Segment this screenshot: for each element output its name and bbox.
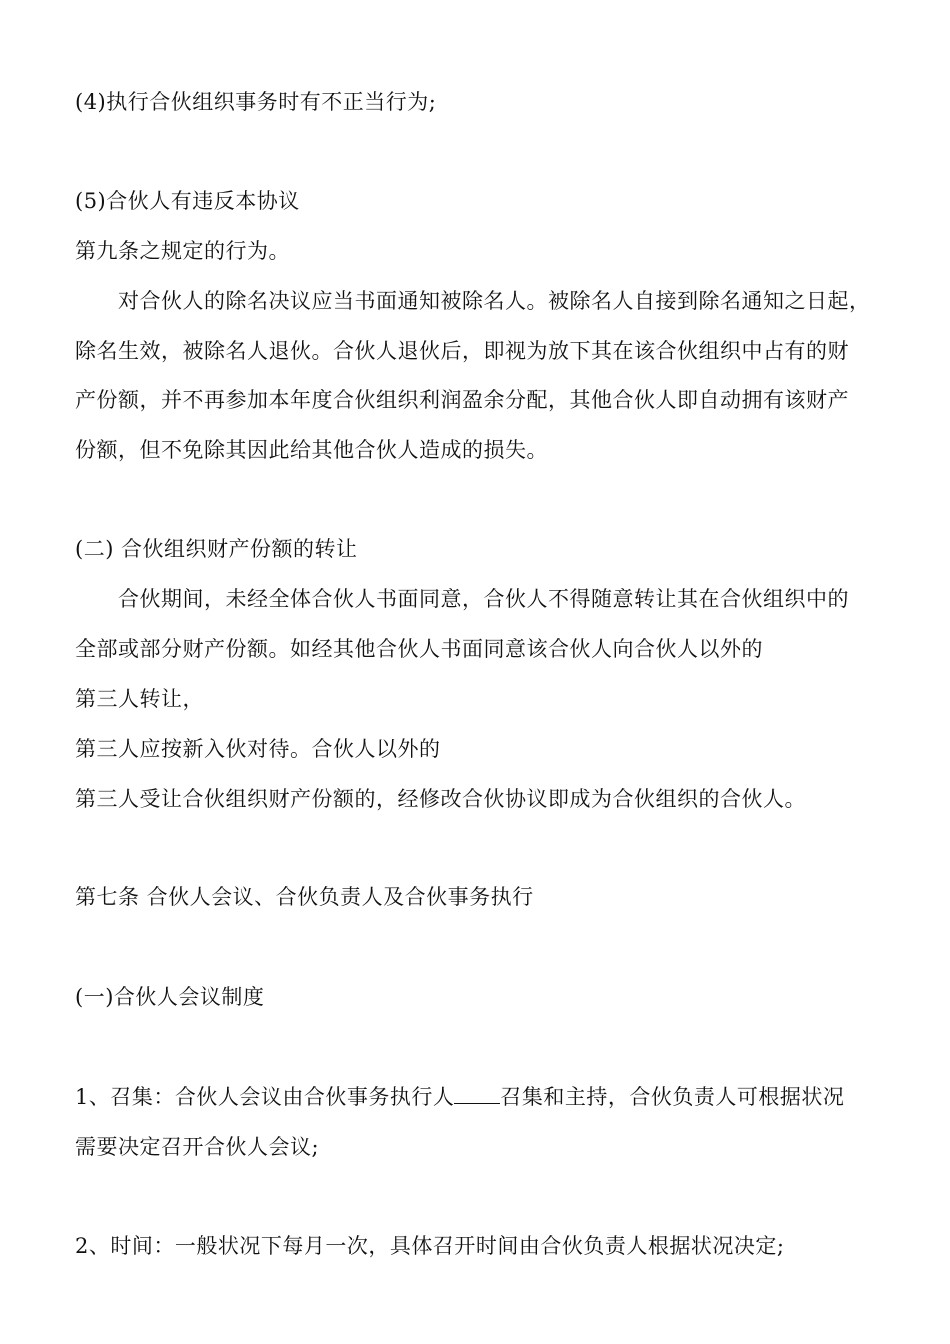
item-2: 2、时间：一般状况下每月一次，具体召开时间由合伙负责人根据状况决定; <box>75 1234 785 1258</box>
clause-4: (4)执行合伙组织事务时有不正当行为; <box>75 90 437 114</box>
expulsion-paragraph-line-4: 份额，但不免除其因此给其他合伙人造成的损失。 <box>75 438 548 462</box>
meeting-system-heading: (一)合伙人会议制度 <box>75 985 265 1009</box>
transfer-paragraph-line-1: 合伙期间，未经全体合伙人书面同意，合伙人不得随意转让其在合伙组织中的 <box>118 587 849 611</box>
item-1-prefix: 1、召集：合伙人会议由合伙事务执行人 <box>75 1085 455 1109</box>
expulsion-paragraph-line-1: 对合伙人的除名决议应当书面通知被除名人。被除名人自接到除名通知之日起， <box>118 289 871 313</box>
transfer-paragraph-line-5: 第三人受让合伙组织财产份额的，经修改合伙协议即成为合伙组织的合伙人。 <box>75 787 806 811</box>
item-1-line-1 <box>75 1084 844 1110</box>
expulsion-paragraph-line-2: 除名生效，被除名人退伙。合伙人退伙后，即视为放下其在该合伙组织中占有的财 <box>75 339 849 363</box>
transfer-paragraph-line-3: 第三人转让， <box>75 687 204 711</box>
clause-5-continued: 第九条之规定的行为。 <box>75 239 290 263</box>
article-7-heading: 第七条 合伙人会议、合伙负责人及合伙事务执行 <box>75 885 534 909</box>
expulsion-paragraph-line-3: 产份额，并不再参加本年度合伙组织利润盈余分配，其他合伙人即自动拥有该财产 <box>75 388 849 412</box>
transfer-paragraph-line-2: 全部或部分财产份额。如经其他合伙人书面同意该合伙人向合伙人以外的 <box>75 637 763 661</box>
clause-5: (5)合伙人有违反本协议 <box>75 189 300 213</box>
section-heading-transfer: (二) 合伙组织财产份额的转让 <box>75 537 358 561</box>
transfer-paragraph-line-4: 第三人应按新入伙对待。合伙人以外的 <box>75 737 441 761</box>
item-1-suffix: 召集和主持，合伙负责人可根据状况 <box>500 1085 845 1109</box>
fill-in-blank <box>454 1085 500 1104</box>
item-1-line-2: 需要决定召开合伙人会议; <box>75 1135 320 1159</box>
